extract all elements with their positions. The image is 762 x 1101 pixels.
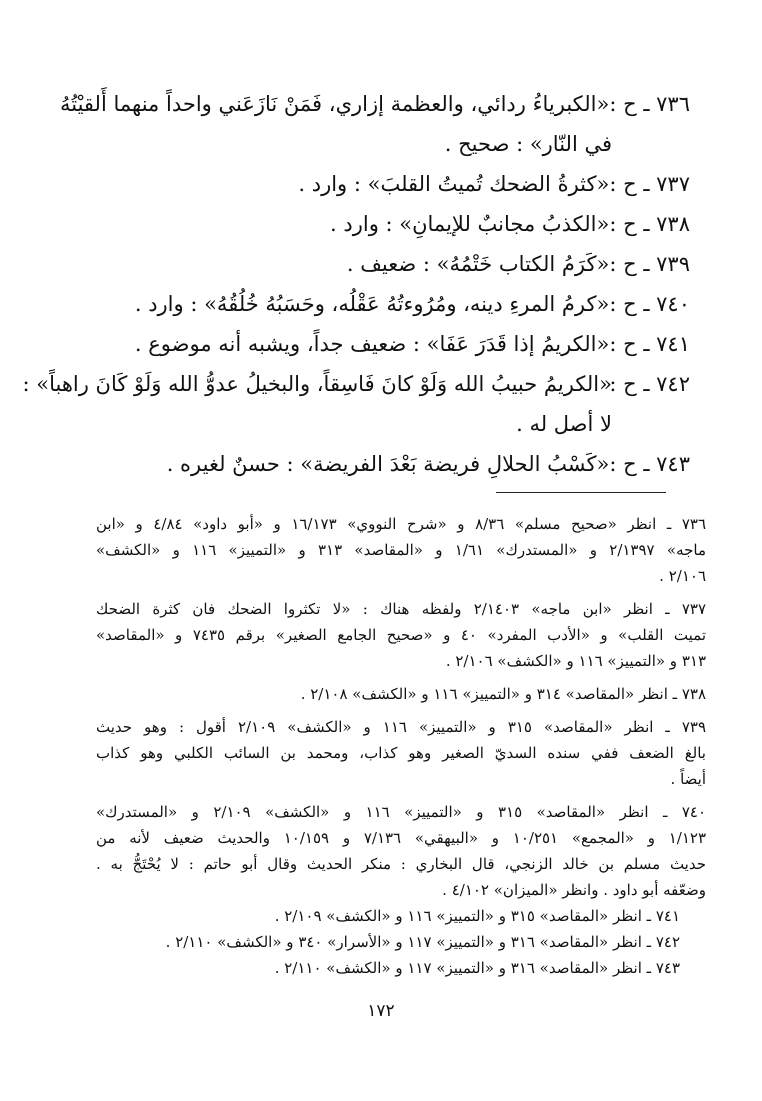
hadith-736-continuation	[60, 124, 690, 164]
footnote-736-line: ٢/١٠٦ .	[659, 567, 706, 585]
footnote-739-line: أيضاً .	[670, 770, 706, 788]
hadith-737	[60, 164, 690, 204]
hadith-text: «كَسْبُ الحلالِ فريضة بَعْدَ الفريضة» : حسنٌ لغيره .	[166, 452, 610, 476]
footnote-740-line: ١/١٢٣ و «المجمع» ١٠/٢٥١ و «البيهقي» ٧/١٣٦ و ١٠/١٥٩ والحديث ضعيف لأنه من	[96, 829, 707, 847]
page-number: ١٧٢	[367, 1001, 395, 1021]
hadith-list	[22, 84, 690, 484]
hadith-text: «الكذبُ مجانبٌ للإيمانِ» : وارد .	[330, 212, 610, 236]
footnote-741-line: ٧٤١ ـ انظر «المقاصد» ٣١٥ و «التمييز» ١١٦ و «الكشف» ٢/١٠٩ .	[274, 907, 680, 925]
hadith-number: ٧٣٩ ـ ح :	[609, 252, 690, 276]
hadith-text: في النّار» : صحيح .	[444, 132, 612, 156]
hadith-number: ٧٣٨ ـ ح :	[609, 212, 690, 236]
hadith-text: لا أصل له .	[516, 412, 612, 436]
footnotes	[96, 511, 706, 981]
hadith-741	[60, 324, 690, 364]
hadith-number: ٧٤٠ ـ ح :	[609, 292, 690, 316]
hadith-text: «كَرَمُ الكتاب خَتْمُهُ» : ضعيف .	[346, 252, 610, 276]
footnote-separator	[496, 492, 666, 493]
footnote-739-line: ٧٣٩ ـ انظر «المقاصد» ٣١٥ و «التمييز» ١١٦ و «الكشف» ٢/١٠٩ أقول : وهو حديث	[96, 718, 706, 736]
hadith-text: «كرمُ المرءِ دينه، ومُرُوءتُهُ عَقْلُه، وحَسَبُهُ خُلُقُهُ» : وارد .	[134, 292, 610, 316]
hadith-736	[60, 84, 690, 124]
footnote-737-line: تميت القلب» و «الأدب المفرد» ٤٠ و «صحيح الجامع الصغير» برقم ٧٤٣٥ و «المقاصد»	[96, 626, 707, 644]
hadith-number: ٧٤٣ ـ ح :	[609, 452, 690, 476]
hadith-739	[60, 244, 690, 284]
footnote-739-line: بالغ الضعف ففي سنده السديّ الصغير وهو كذاب، ومحمد بن السائب الكلبي وهو كذاب	[96, 744, 706, 762]
hadith-number: ٧٤٢ ـ ح :	[609, 372, 690, 396]
footnote-740-line: وضعّفه أبو داود . وانظر «الميزان» ٤/١٠٢ .	[442, 881, 706, 899]
hadith-text: «الكريمُ حبيبُ الله وَلَوْ كانَ فَاسِقاً، والبخيلُ عدوُّ الله وَلَوْ كَانَ راهباً» :	[22, 372, 612, 396]
footnote-742-line: ٧٤٢ ـ انظر «المقاصد» ٣١٦ و «التمييز» ١١٧ و «الأسرار» ٣٤٠ و «الكشف» ٢/١١٠ .	[165, 933, 680, 951]
footnote-737-line: ٧٣٧ ـ انظر «ابن ماجه» ٢/١٤٠٣ ولفظه هناك : «لا تكثروا الضحك فان كثرة الضحك	[96, 600, 706, 618]
hadith-number: ٧٣٦ ـ ح :	[609, 92, 690, 116]
footnote-738-line: ٧٣٨ ـ انظر «المقاصد» ٣١٤ و «التمييز» ١١٦ و «الكشف» ٢/١٠٨ .	[300, 685, 706, 703]
hadith-text: «كثرةُ الضحك تُميتُ القلبَ» : وارد .	[298, 172, 610, 196]
footnote-743-line: ٧٤٣ ـ انظر «المقاصد» ٣١٦ و «التمييز» ١١٧ و «الكشف» ٢/١١٠ .	[274, 959, 680, 977]
hadith-text: «الكبرياءُ ردائي، والعظمة إزاري، فَمَنْ نَازَعَني واحداً منهما أَلقيْتُهُ	[60, 92, 610, 116]
hadith-742	[22, 364, 690, 404]
hadith-743	[60, 444, 690, 484]
footnote-740-line: حديث مسلم بن خالد الزنجي، قال البخاري : منكر الحديث وقال أبو حاتم : لا يُحْتَجُّ به .	[96, 855, 706, 873]
footnote-736-line: ماجه» ٢/١٣٩٧ و «المستدرك» ١/٦١ و «المقاصد» ٣١٣ و «التمييز» ١١٦ و «الكشف»	[96, 541, 706, 559]
hadith-742-continuation	[60, 404, 690, 444]
hadith-number: ٧٣٧ ـ ح :	[609, 172, 690, 196]
hadith-number: ٧٤١ ـ ح :	[609, 332, 690, 356]
hadith-740	[60, 284, 690, 324]
footnote-737-line: ٣١٣ و «التمييز» ١١٦ و «الكشف» ٢/١٠٦ .	[445, 652, 706, 670]
hadith-text: «الكريمُ إذا قَدَرَ عَفَا» : ضعيف جداً، ويشبه أنه موضوع .	[134, 332, 610, 356]
footnote-736-line: ٧٣٦ ـ انظر «صحيح مسلم» ٨/٣٦ و «شرح النووي» ١٦/١٧٣ و «أبو داود» ٤/٨٤ و «ابن	[96, 515, 706, 533]
footnote-740-line: ٧٤٠ ـ انظر «المقاصد» ٣١٥ و «التمييز» ١١٦ و «الكشف» ٢/١٠٩ و «المستدرك»	[96, 803, 706, 821]
hadith-738	[60, 204, 690, 244]
